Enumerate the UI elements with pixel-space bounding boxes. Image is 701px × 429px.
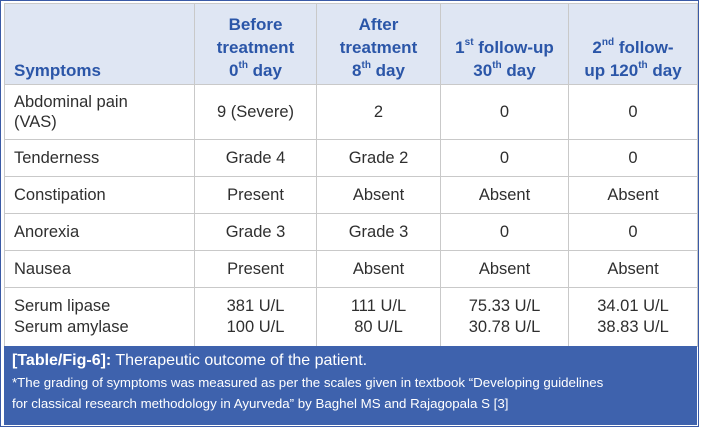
follow-up-1-cell: 0 (441, 214, 569, 251)
header-second-follow-up: 2nd follow- up 120th day (569, 4, 698, 85)
follow-up-1-cell: Absent (441, 177, 569, 214)
caption-label: [Table/Fig-6]: (12, 352, 112, 369)
header-row (5, 4, 698, 85)
follow-up-1-cell: Absent (441, 251, 569, 288)
follow-up-1-cell: 75.33 U/L 30.78 U/L (441, 288, 569, 347)
before-cell: Present (195, 251, 317, 288)
after-cell: 111 U/L 80 U/L (317, 288, 441, 347)
table-row-tenderness (5, 140, 698, 177)
follow-up-1-cell: 0 (441, 140, 569, 177)
table-row-serum-enzymes (5, 288, 698, 347)
header-first-follow-up: 1st follow-up 30th day (441, 4, 569, 85)
follow-up-2-cell: 0 (569, 85, 698, 140)
symptom-cell: Constipation (5, 177, 195, 214)
after-cell: Absent (317, 177, 441, 214)
follow-up-2-cell: Absent (569, 251, 698, 288)
symptom-cell: Anorexia (5, 214, 195, 251)
symptom-cell: Nausea (5, 251, 195, 288)
before-cell: Grade 3 (195, 214, 317, 251)
table-row-abdominal-pain (5, 85, 698, 140)
symptom-cell: Tenderness (5, 140, 195, 177)
header-before-treatment: Before treatment 0th day (195, 4, 317, 85)
figure-caption (4, 346, 697, 425)
symptom-cell: Serum lipase Serum amylase (5, 288, 195, 347)
outcome-table (4, 3, 698, 347)
table-row-constipation (5, 177, 698, 214)
before-cell: Grade 4 (195, 140, 317, 177)
caption-text: Therapeutic outcome of the patient. (111, 352, 368, 369)
header-after-treatment: After treatment 8th day (317, 4, 441, 85)
caption-note-line-2: for classical research methodology in Ayurveda” by Baghel MS and Rajagopala S [3] (12, 396, 509, 411)
header-symptoms: Symptoms (5, 4, 195, 85)
follow-up-2-cell: 34.01 U/L 38.83 U/L (569, 288, 698, 347)
caption-note-line-1: *The grading of symptoms was measured as per the scales given in textbook “Developing guidelines (12, 375, 604, 390)
before-cell: 381 U/L 100 U/L (195, 288, 317, 347)
before-cell: Present (195, 177, 317, 214)
follow-up-1-cell: 0 (441, 85, 569, 140)
follow-up-2-cell: 0 (569, 214, 698, 251)
after-cell: Absent (317, 251, 441, 288)
after-cell: Grade 2 (317, 140, 441, 177)
after-cell: Grade 3 (317, 214, 441, 251)
table-row-nausea (5, 251, 698, 288)
symptom-cell: Abdominal pain (VAS) (5, 85, 195, 140)
before-cell: 9 (Severe) (195, 85, 317, 140)
follow-up-2-cell: Absent (569, 177, 698, 214)
after-cell: 2 (317, 85, 441, 140)
follow-up-2-cell: 0 (569, 140, 698, 177)
caption-title (12, 350, 689, 372)
table-row-anorexia (5, 214, 698, 251)
